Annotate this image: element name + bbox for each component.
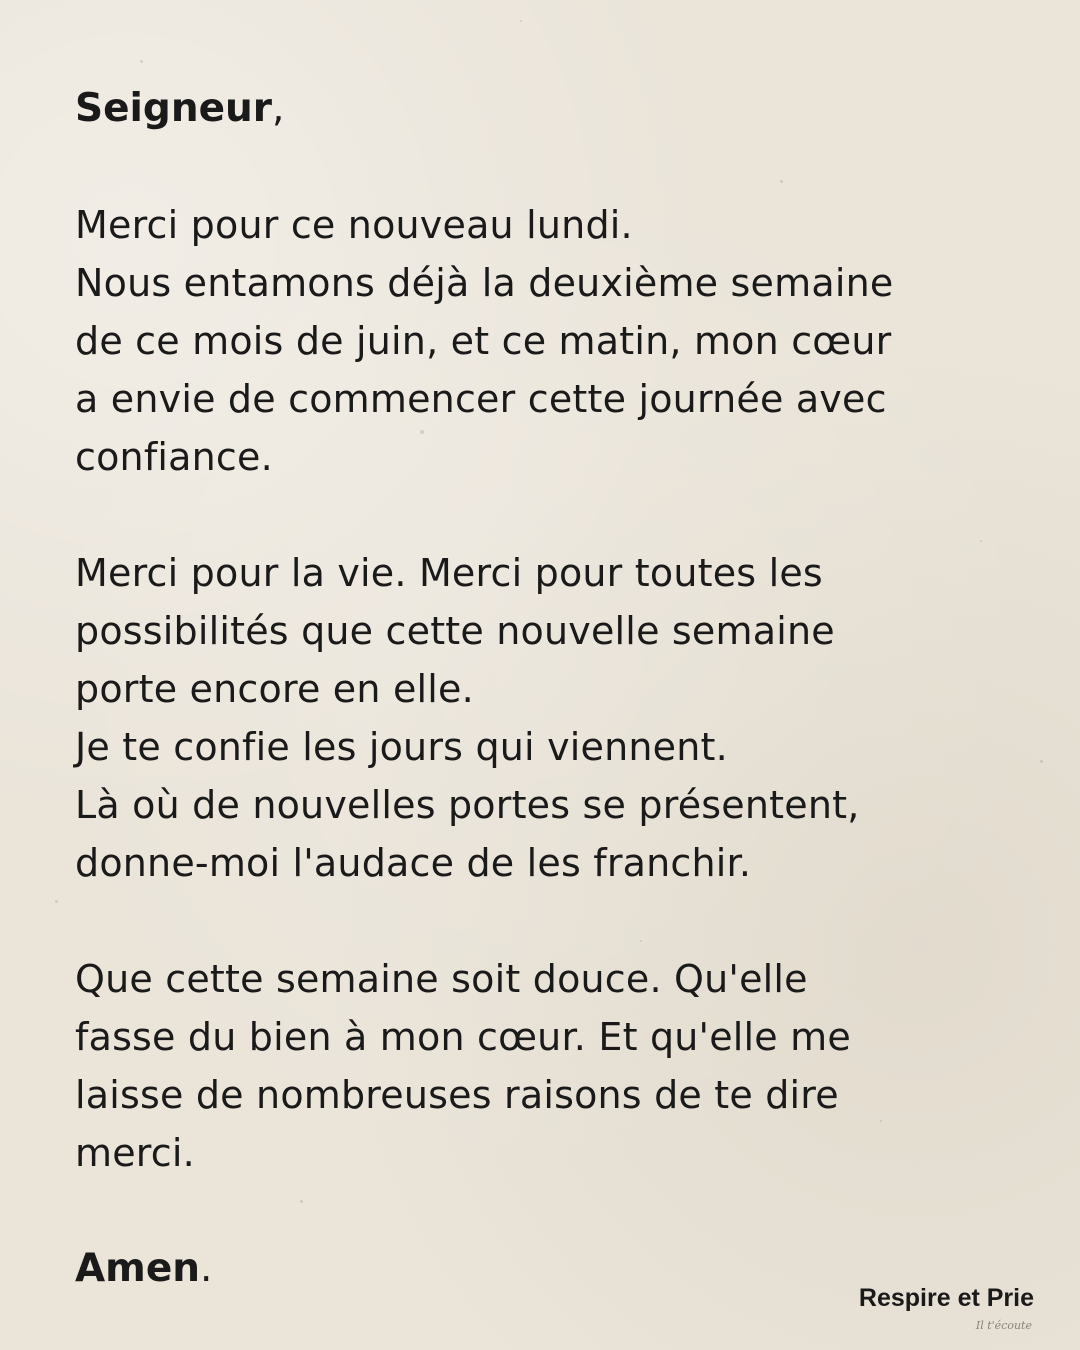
paragraph-line: Merci pour ce nouveau lundi. (75, 203, 633, 247)
brand-signature (859, 1284, 1034, 1332)
greeting (75, 80, 1015, 138)
brand-tagline: Il t'écoute (975, 1319, 1032, 1332)
paragraph-line: merci. (75, 1131, 195, 1175)
paragraph-3 (75, 950, 1015, 1182)
paragraph-line: Là où de nouvelles portes se présentent, (75, 783, 860, 827)
paragraph-line: de ce mois de juin, et ce matin, mon cœur (75, 319, 892, 363)
closing (75, 1240, 212, 1298)
paragraph-1 (75, 196, 1015, 486)
amen-word: Amen (75, 1246, 201, 1291)
paper-texture-speck (55, 900, 58, 903)
paragraph-line: possibilités que cette nouvelle semaine (75, 609, 835, 653)
greeting-punctuation: , (272, 86, 285, 131)
paper-texture-speck (1040, 760, 1043, 763)
paragraph-2 (75, 544, 1015, 892)
paragraph-line: confiance. (75, 435, 273, 479)
paper-texture-speck (520, 20, 522, 22)
paragraph-line: fasse du bien à mon cœur. Et qu'elle me (75, 1015, 851, 1059)
amen-punctuation: . (200, 1246, 213, 1291)
paragraph-line: donne-moi l'audace de les franchir. (75, 841, 752, 885)
amen-line (75, 1240, 212, 1298)
paragraph-line: a envie de commencer cette journée avec (75, 377, 887, 421)
brand-name: Respire et Prie (858, 1284, 1034, 1312)
prayer-text (75, 80, 1015, 1182)
paragraph-line: porte encore en elle. (75, 667, 474, 711)
paper-texture-speck (300, 1200, 303, 1203)
spacer (75, 138, 1015, 196)
paragraph-line: laisse de nombreuses raisons de te dire (75, 1073, 839, 1117)
greeting-word: Seigneur (75, 86, 273, 131)
paragraph-line: Nous entamons déjà la deuxième semaine (75, 261, 894, 305)
spacer (75, 486, 1015, 544)
paragraph-line: Que cette semaine soit douce. Qu'elle (75, 957, 808, 1001)
paper-texture-speck (140, 60, 143, 63)
spacer (75, 892, 1015, 950)
paragraph-line: Je te confie les jours qui viennent. (75, 725, 728, 769)
paragraph-line: Merci pour la vie. Merci pour toutes les (75, 551, 823, 595)
